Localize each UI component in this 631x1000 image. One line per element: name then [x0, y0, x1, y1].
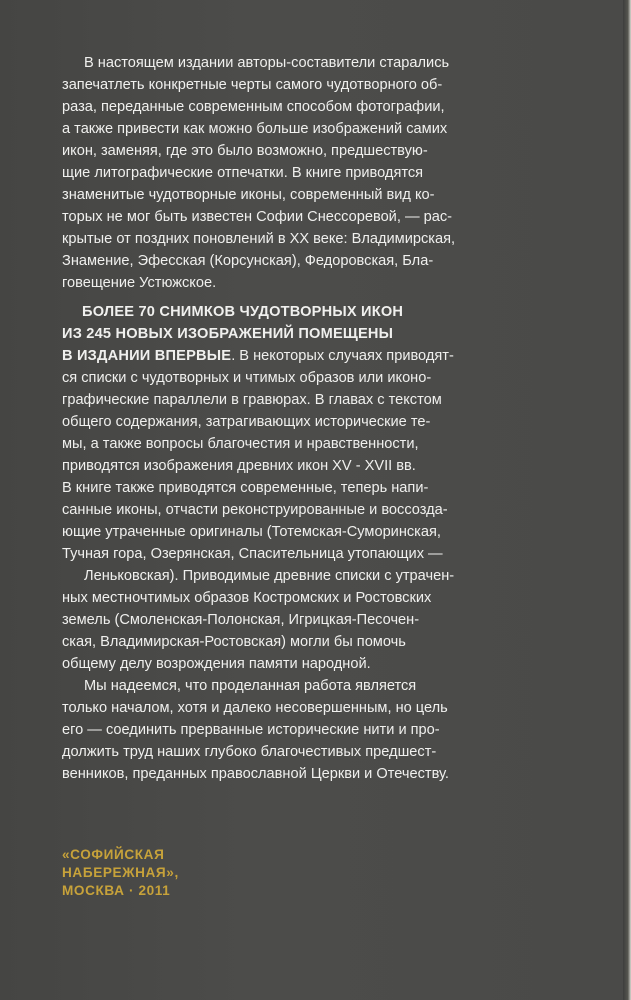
text-line: Знамение, Эфесская (Корсунская), Федоровская, Бла-: [62, 253, 434, 269]
publisher-line: МОСКВА · 2011: [62, 883, 171, 898]
text-line: мы, а также вопросы благочестия и нравственности,: [62, 436, 419, 452]
text-line: должить труд наших глубоко благочестивых предшест-: [62, 744, 437, 760]
text-line: санные иконы, отчасти реконструированные и воссозда-: [62, 502, 448, 518]
text-line: общего содержания, затрагивающих исторические те-: [62, 414, 431, 430]
text-line: знаменитые чудотворные иконы, современный вид ко-: [62, 187, 435, 203]
text-line: Мы надеемся, что проделанная работа является: [84, 678, 417, 694]
cover-edge: [623, 0, 631, 1000]
cover-text-block: [62, 52, 592, 785]
text-line: торых не мог быть известен Софии Снессоревой, — рас-: [62, 209, 452, 225]
text-line: раза, переданные современным способом фотографии,: [62, 99, 445, 115]
text-line: В настоящем издании авторы-составители старались: [84, 55, 450, 71]
text-line: Тучная гора, Озерянская, Спасительница утопающих —: [62, 546, 443, 562]
publisher-line: «СОФИЙСКАЯ: [62, 847, 165, 862]
bold-inline-text: В ИЗДАНИИ ВПЕРВЫЕ: [62, 348, 232, 364]
text-line: ных местночтимых образов Костромских и Ростовских: [62, 590, 432, 606]
text-line: крытые от поздних поновлений в XX веке: Владимирская,: [62, 231, 456, 247]
inline-text: . В некоторых случаях приводят-: [231, 348, 454, 364]
text-line: его — соединить прерванные исторические нити и про-: [62, 722, 440, 738]
mixed-line: [62, 345, 592, 367]
text-line: земель (Смоленская-Полонская, Игрицкая-Песочен-: [62, 612, 420, 628]
text-line: говещение Устюжское.: [62, 275, 217, 291]
text-line: щие литографические отпечатки. В книге приводятся: [62, 165, 424, 181]
text-line: Леньковская). Приводимые древние списки с утрачен-: [84, 568, 455, 584]
text-line: икон, заменяя, где это было возможно, предшествую-: [62, 143, 428, 159]
text-line: ская, Владимирская-Ростовская) могли бы помочь: [62, 634, 406, 650]
text-line: а также привести как можно больше изображений самих: [62, 121, 448, 137]
text-line: ся списки с чудотворных и чтимых образов или иконо-: [62, 370, 432, 386]
bold-headline-line: БОЛЕЕ 70 СНИМКОВ ЧУДОТВОРНЫХ ИКОН: [82, 304, 404, 320]
text-line: только началом, хотя и далеко несовершенным, но цель: [62, 700, 448, 716]
text-line: графические параллели в гравюрах. В главах с текстом: [62, 392, 442, 408]
text-line: В книге также приводятся современные, теперь напи-: [62, 480, 429, 496]
text-line: приводятся изображения древних икон XV - XVII вв.: [62, 458, 416, 474]
text-line: общему делу возрождения памяти народной.: [62, 656, 371, 672]
text-line: венников, преданных православной Церкви и Отечеству.: [62, 766, 449, 782]
text-line: запечатлеть конкретные черты самого чудотворного об-: [62, 77, 443, 93]
publisher-line: НАБЕРЕЖНАЯ»,: [62, 865, 179, 880]
publisher-imprint: [62, 846, 179, 900]
text-line: ющие утраченные оригиналы (Тотемская-Суморинская,: [62, 524, 441, 540]
bold-headline-line: ИЗ 245 НОВЫХ ИЗОБРАЖЕНИЙ ПОМЕЩЕНЫ: [62, 326, 394, 342]
